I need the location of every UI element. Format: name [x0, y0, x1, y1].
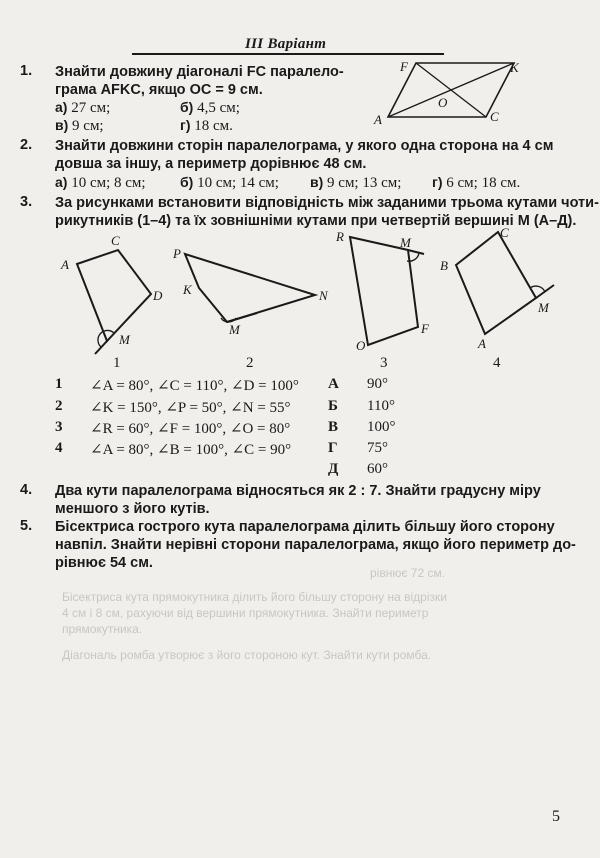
q2-option-b: б) 10 см; 14 см; [180, 174, 279, 191]
q1-parallelogram-figure [360, 55, 530, 135]
match-right-letter-5: Д [328, 461, 339, 477]
fig1-label-M: M [119, 332, 130, 347]
fig3-label-F: F [421, 321, 429, 336]
q1-label-F: F [400, 59, 408, 74]
fig4-label-A: A [478, 336, 486, 351]
q1-line-1: Знайти довжину діагоналі FC паралело- [55, 64, 344, 80]
q3-figure-3 [330, 225, 440, 355]
q3-line-1: За рисунками встановити відповідність між заданими трьома кутами чоти- [55, 195, 599, 211]
fig4-label-M: M [538, 300, 549, 315]
variant-title: III Варіант [245, 36, 327, 52]
match-left-1-text: ∠A = 80°, ∠C = 110°, ∠D = 100° [90, 378, 299, 394]
fig1-label-D: D [153, 288, 163, 303]
match-right-value-4: 75° [367, 440, 388, 456]
q5-number: 5. [20, 518, 33, 534]
q2-option-c: в) 9 см; 13 см; [310, 174, 402, 191]
q3-line-2: рикутників (1–4) та їх зовнішніми кутами при четвертій вершині M (А–Д). [55, 213, 577, 229]
match-right-value-2: 110° [367, 398, 395, 414]
q1-line-2: грама AFKC, якщо OC = 9 см. [55, 82, 263, 98]
q1-label-O: O [438, 95, 448, 110]
fig3-label-O: O [356, 338, 366, 353]
q3-figure-1 [55, 228, 175, 356]
q3-number: 3. [20, 194, 33, 210]
match-left-2: 2 [55, 398, 63, 414]
bleed-line-3: 4 см і 8 см, рахуючи від вершини прямокутника. Знайти периметр [62, 606, 429, 620]
fig1-label-C: C [111, 233, 120, 248]
q5-line-1: Бісектриса гострого кута паралелограма ділить більшу його сторону [55, 519, 555, 535]
figure-number-1: 1 [113, 355, 121, 371]
match-left-4: 4 [55, 440, 63, 456]
fig2-label-K: K [183, 282, 192, 297]
fig4-label-C: C [500, 225, 509, 240]
bleed-line-4: прямокутника. [62, 622, 143, 636]
fig3-label-R: R [336, 229, 344, 244]
q2-number: 2. [20, 137, 33, 153]
q3-figure-2 [165, 240, 340, 335]
fig3-label-M: M [400, 235, 411, 250]
figure-number-3: 3 [380, 355, 388, 371]
bleed-line-2: Бісектриса кута прямокутника ділить його більшу сторону на відрізки [62, 590, 447, 604]
q1-label-A: A [374, 112, 382, 127]
figure-number-4: 4 [493, 355, 501, 371]
match-left-3-text: ∠R = 60°, ∠F = 100°, ∠O = 80° [90, 421, 291, 437]
q2-option-a: а) 10 см; 8 см; [55, 174, 146, 191]
match-left-4-text: ∠A = 80°, ∠B = 100°, ∠C = 90° [90, 442, 292, 458]
match-right-value-5: 60° [367, 461, 388, 477]
q2-option-d: г) 6 см; 18 см. [432, 174, 521, 191]
q1-option-b: б) 4,5 см; [180, 99, 240, 116]
q1-label-C: C [490, 109, 499, 124]
match-right-letter-2: Б [328, 398, 338, 414]
q2-line-1: Знайти довжини сторін паралелограма, у якого одна сторона на 4 см [55, 138, 554, 154]
bleed-line-5: Діагональ ромба утворює з його стороною кут. Знайти кути ромба. [62, 648, 432, 662]
q1-option-d: г) 18 см. [180, 117, 233, 134]
q5-line-2: навпіл. Знайти нерівні сторони паралелограма, якщо його периметр до- [55, 537, 576, 553]
match-right-letter-1: А [328, 376, 339, 392]
match-right-letter-4: Г [328, 440, 338, 456]
q4-number: 4. [20, 482, 33, 498]
q1-option-c: в) 9 см; [55, 117, 104, 134]
q1-number: 1. [20, 63, 33, 79]
fig2-label-P: P [173, 246, 181, 261]
figure-number-2: 2 [246, 355, 254, 371]
q1-label-K: K [510, 60, 519, 75]
q1-option-a: а) 27 см; [55, 99, 111, 116]
bleed-line-1: рівнює 72 см. [370, 566, 446, 580]
fig2-label-N: N [319, 288, 328, 303]
q3-figure-4 [430, 220, 565, 355]
page-number: 5 [552, 808, 560, 825]
fig2-label-M: M [229, 322, 240, 335]
q4-line-1: Два кути паралелограма відносяться як 2 : 7. Знайти градусну міру [55, 483, 541, 499]
fig1-label-A: A [61, 257, 69, 272]
q4-line-2: меншого з його кутів. [55, 501, 210, 517]
match-left-1: 1 [55, 376, 63, 392]
match-left-3: 3 [55, 419, 63, 435]
match-right-value-3: 100° [367, 419, 396, 435]
q2-line-2: довша за іншу, а периметр дорівнює 48 см. [55, 156, 367, 172]
match-right-letter-3: В [328, 419, 339, 435]
q5-line-3: рівнює 54 см. [55, 555, 153, 571]
match-left-2-text: ∠K = 150°, ∠P = 50°, ∠N = 55° [90, 400, 291, 416]
fig4-label-B: B [440, 258, 448, 273]
match-right-value-1: 90° [367, 376, 388, 392]
